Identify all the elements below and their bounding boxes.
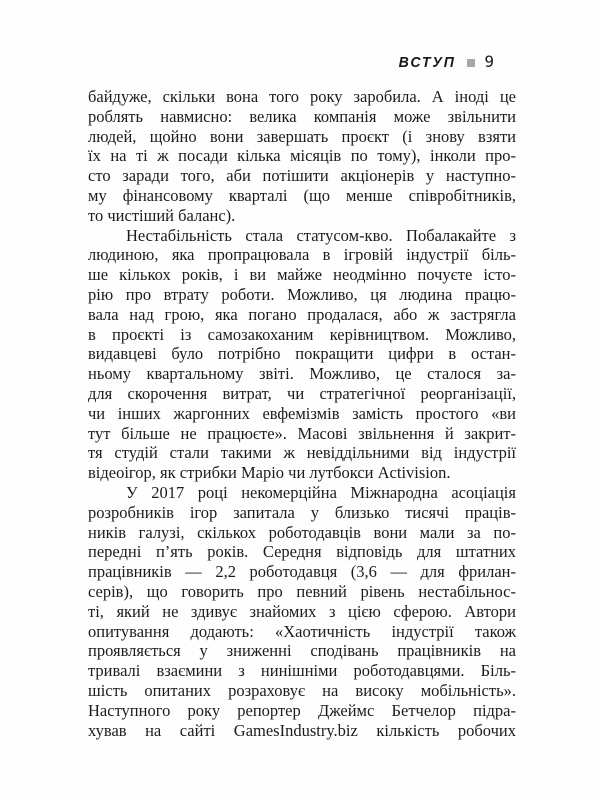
- text-line: проявляється у зниженні сподівань працівників на: [88, 641, 516, 661]
- text-line: му фінансовому кварталі (що менше співробітників,: [88, 185, 516, 205]
- text-line: видавцеві було потрібно покращити цифри в остан-: [88, 344, 516, 364]
- section-title: ВСТУП: [398, 53, 456, 71]
- text-line: тут більше не працюєте». Масові звільнення й закрит-: [88, 423, 516, 443]
- paragraph: [88, 226, 516, 483]
- text-line: ті, який не здивує знайомих з цією сферою. Автори: [88, 601, 516, 621]
- text-line: тривалі взаємини з нинішніми роботодавцями. Біль-: [88, 661, 516, 681]
- text-line: рію про втрату роботи. Можливо, ця людина працю-: [88, 284, 516, 304]
- text-line: опитування додають: «Хаотичність індустрії також: [88, 621, 516, 641]
- text-line: У 2017 році некомерційна Міжнародна асоціація: [126, 482, 516, 502]
- text-line: в проєкті із самозакоханим керівництвом. Можливо,: [88, 324, 516, 344]
- text-line: передні п’ять років. Середня відповідь для штатних: [88, 542, 516, 562]
- text-line: для скорочення витрат, чи стратегічної реорганізації,: [88, 383, 516, 403]
- text-line: відеоігор, як стрибки Маріо чи лутбокси Activision.: [88, 463, 451, 483]
- running-header: [88, 52, 516, 72]
- text-line: їх на ті ж посади кілька місяців по тому), інколи про-: [88, 146, 516, 166]
- text-line: сто заради того, аби потішити акціонерів у наступно-: [88, 166, 516, 186]
- text-line: Наступного року репортер Джеймс Бетчелор підра-: [88, 700, 516, 720]
- text-line: вала над грою, яка погано продалася, або ж застрягла: [88, 304, 516, 324]
- text-line: Нестабільність стала статусом-кво. Побалакайте з: [126, 225, 516, 245]
- page-number: 9: [484, 52, 494, 71]
- text-block: [88, 87, 516, 740]
- text-line: чи інших жаргонних евфемізмів замість простого «ви: [88, 403, 516, 423]
- text-line: байдуже, скільки вона того року заробила. А іноді це: [88, 87, 516, 106]
- text-line: ньому квартальному звіті. Можливо, це сталося за-: [88, 364, 516, 384]
- paragraph: [88, 483, 516, 740]
- text-line: хував на сайті GamesIndustry.biz кількість робочих: [88, 720, 516, 740]
- text-line: роблять навмисно: велика компанія може звільнити: [88, 106, 516, 126]
- text-line: працівників — 2,2 роботодавця (3,6 — для фрилан-: [88, 562, 516, 582]
- text-line: то чистіший баланс).: [88, 205, 236, 225]
- text-line: серів), що говорить про певний рівень нестабільнос-: [88, 581, 516, 601]
- paragraph: [88, 87, 516, 226]
- text-line: людей, щойно вони завершать проєкт (і знову взяти: [88, 126, 516, 146]
- text-line: ше кількох років, і ви майже неодмінно почуєте істо-: [88, 265, 516, 285]
- text-line: ників галузі, скількох роботодавців вони мали за по-: [88, 522, 516, 542]
- square-bullet-icon: [467, 59, 475, 67]
- text-line: розробників ігор запитала у близько тисячі праців-: [88, 502, 516, 522]
- text-line: шість опитаних розраховує на високу мобільність».: [88, 680, 516, 700]
- text-line: людиною, яка пропрацювала в ігровій індустрії біль-: [88, 245, 516, 265]
- text-line: тя студій стали такими ж невіддільними від індустрії: [88, 443, 516, 463]
